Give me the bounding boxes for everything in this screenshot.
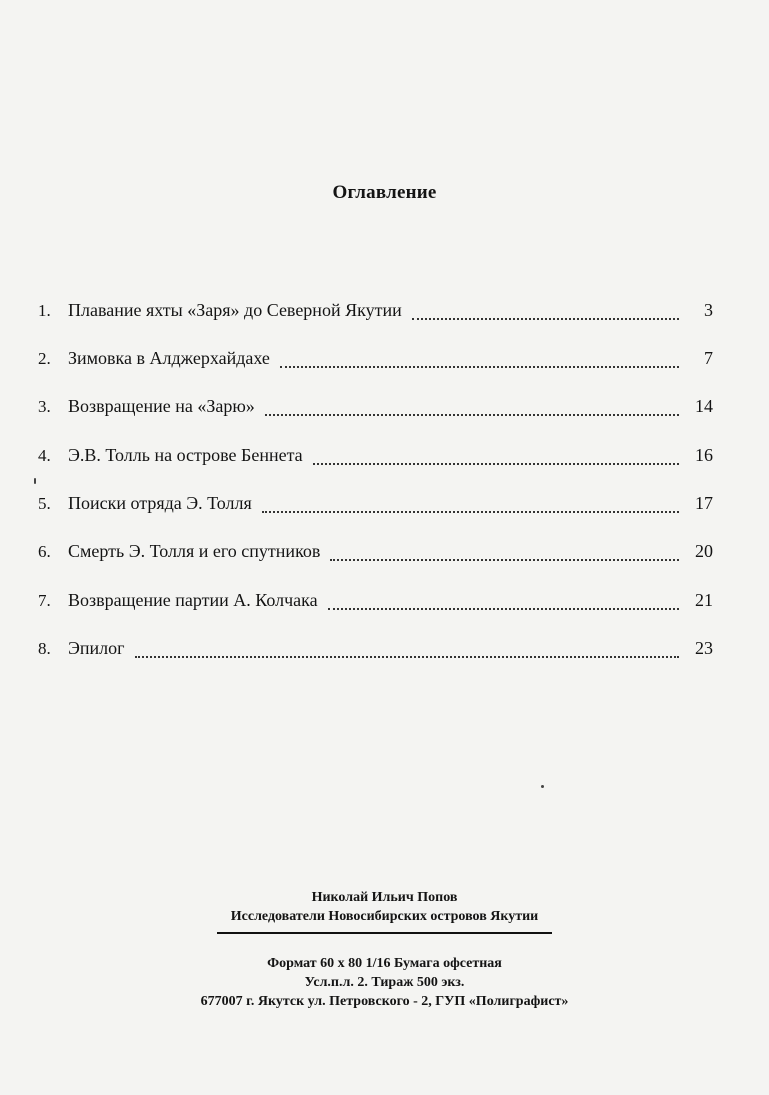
- toc-entry: [38, 445, 713, 471]
- format-line: Формат 60 х 80 1/16 Бумага офсетная: [267, 956, 502, 971]
- toc-entry: [38, 396, 713, 422]
- ink-speck: [34, 478, 36, 484]
- toc-entry-page: 3: [704, 300, 713, 320]
- print-run-line: Усл.п.л. 2. Тираж 500 экз.: [304, 975, 465, 990]
- toc-entry-number: 8.: [38, 639, 51, 658]
- toc-entry: [38, 638, 713, 664]
- toc-entry-page: 17: [695, 493, 713, 513]
- toc-entry: [38, 348, 713, 374]
- toc-entry-number: 4.: [38, 446, 51, 465]
- toc-entry-page: 7: [704, 348, 713, 368]
- toc-entry-page: 14: [695, 396, 713, 416]
- toc-entry-title: Эпилог: [68, 638, 125, 658]
- ink-speck: [541, 785, 544, 788]
- toc-entry-title: Смерть Э. Толля и его спутников: [68, 541, 321, 561]
- toc-entry-page: 21: [695, 590, 713, 610]
- toc-entry: [38, 541, 713, 567]
- author-name: Николай Ильич Попов: [311, 890, 458, 905]
- toc-entry-title: Зимовка в Алджерхайдахе: [68, 348, 270, 368]
- dot-leader: [262, 511, 679, 513]
- toc-entry-number: 7.: [38, 591, 51, 610]
- page-title: Оглавление: [332, 182, 437, 203]
- book-title: Исследователи Новосибирских островов Якутии: [230, 909, 539, 924]
- colophon: [0, 888, 769, 1011]
- divider: [217, 932, 552, 934]
- toc-entry-title: Э.В. Толль на острове Беннета: [68, 445, 303, 465]
- toc-entry-title: Возвращение на «Зарю»: [68, 396, 255, 416]
- dot-leader: [412, 318, 679, 320]
- dot-leader: [280, 366, 679, 368]
- toc-entry-page: 23: [695, 638, 713, 658]
- dot-leader: [265, 414, 679, 416]
- toc-entry-title: Поиски отряда Э. Толля: [68, 493, 252, 513]
- dot-leader: [328, 608, 679, 610]
- dot-leader: [330, 559, 679, 561]
- toc-entry-number: 5.: [38, 494, 51, 513]
- toc-entry-number: 3.: [38, 397, 51, 416]
- toc-entry-number: 1.: [38, 301, 51, 320]
- dot-leader: [313, 463, 679, 465]
- toc-entry: [38, 590, 713, 616]
- toc-entry: [38, 300, 713, 326]
- toc-entry: [38, 493, 713, 519]
- toc-entry-page: 20: [695, 541, 713, 561]
- toc-entry-number: 6.: [38, 542, 51, 561]
- publisher-address: 677007 г. Якутск ул. Петровского - 2, ГУП «Полиграфист»: [200, 994, 569, 1009]
- toc-entry-number: 2.: [38, 349, 51, 368]
- toc-entry-page: 16: [695, 445, 713, 465]
- toc-entry-title: Плавание яхты «Заря» до Северной Якутии: [68, 300, 402, 320]
- toc-entry-title: Возвращение партии А. Колчака: [68, 590, 318, 610]
- dot-leader: [135, 656, 679, 658]
